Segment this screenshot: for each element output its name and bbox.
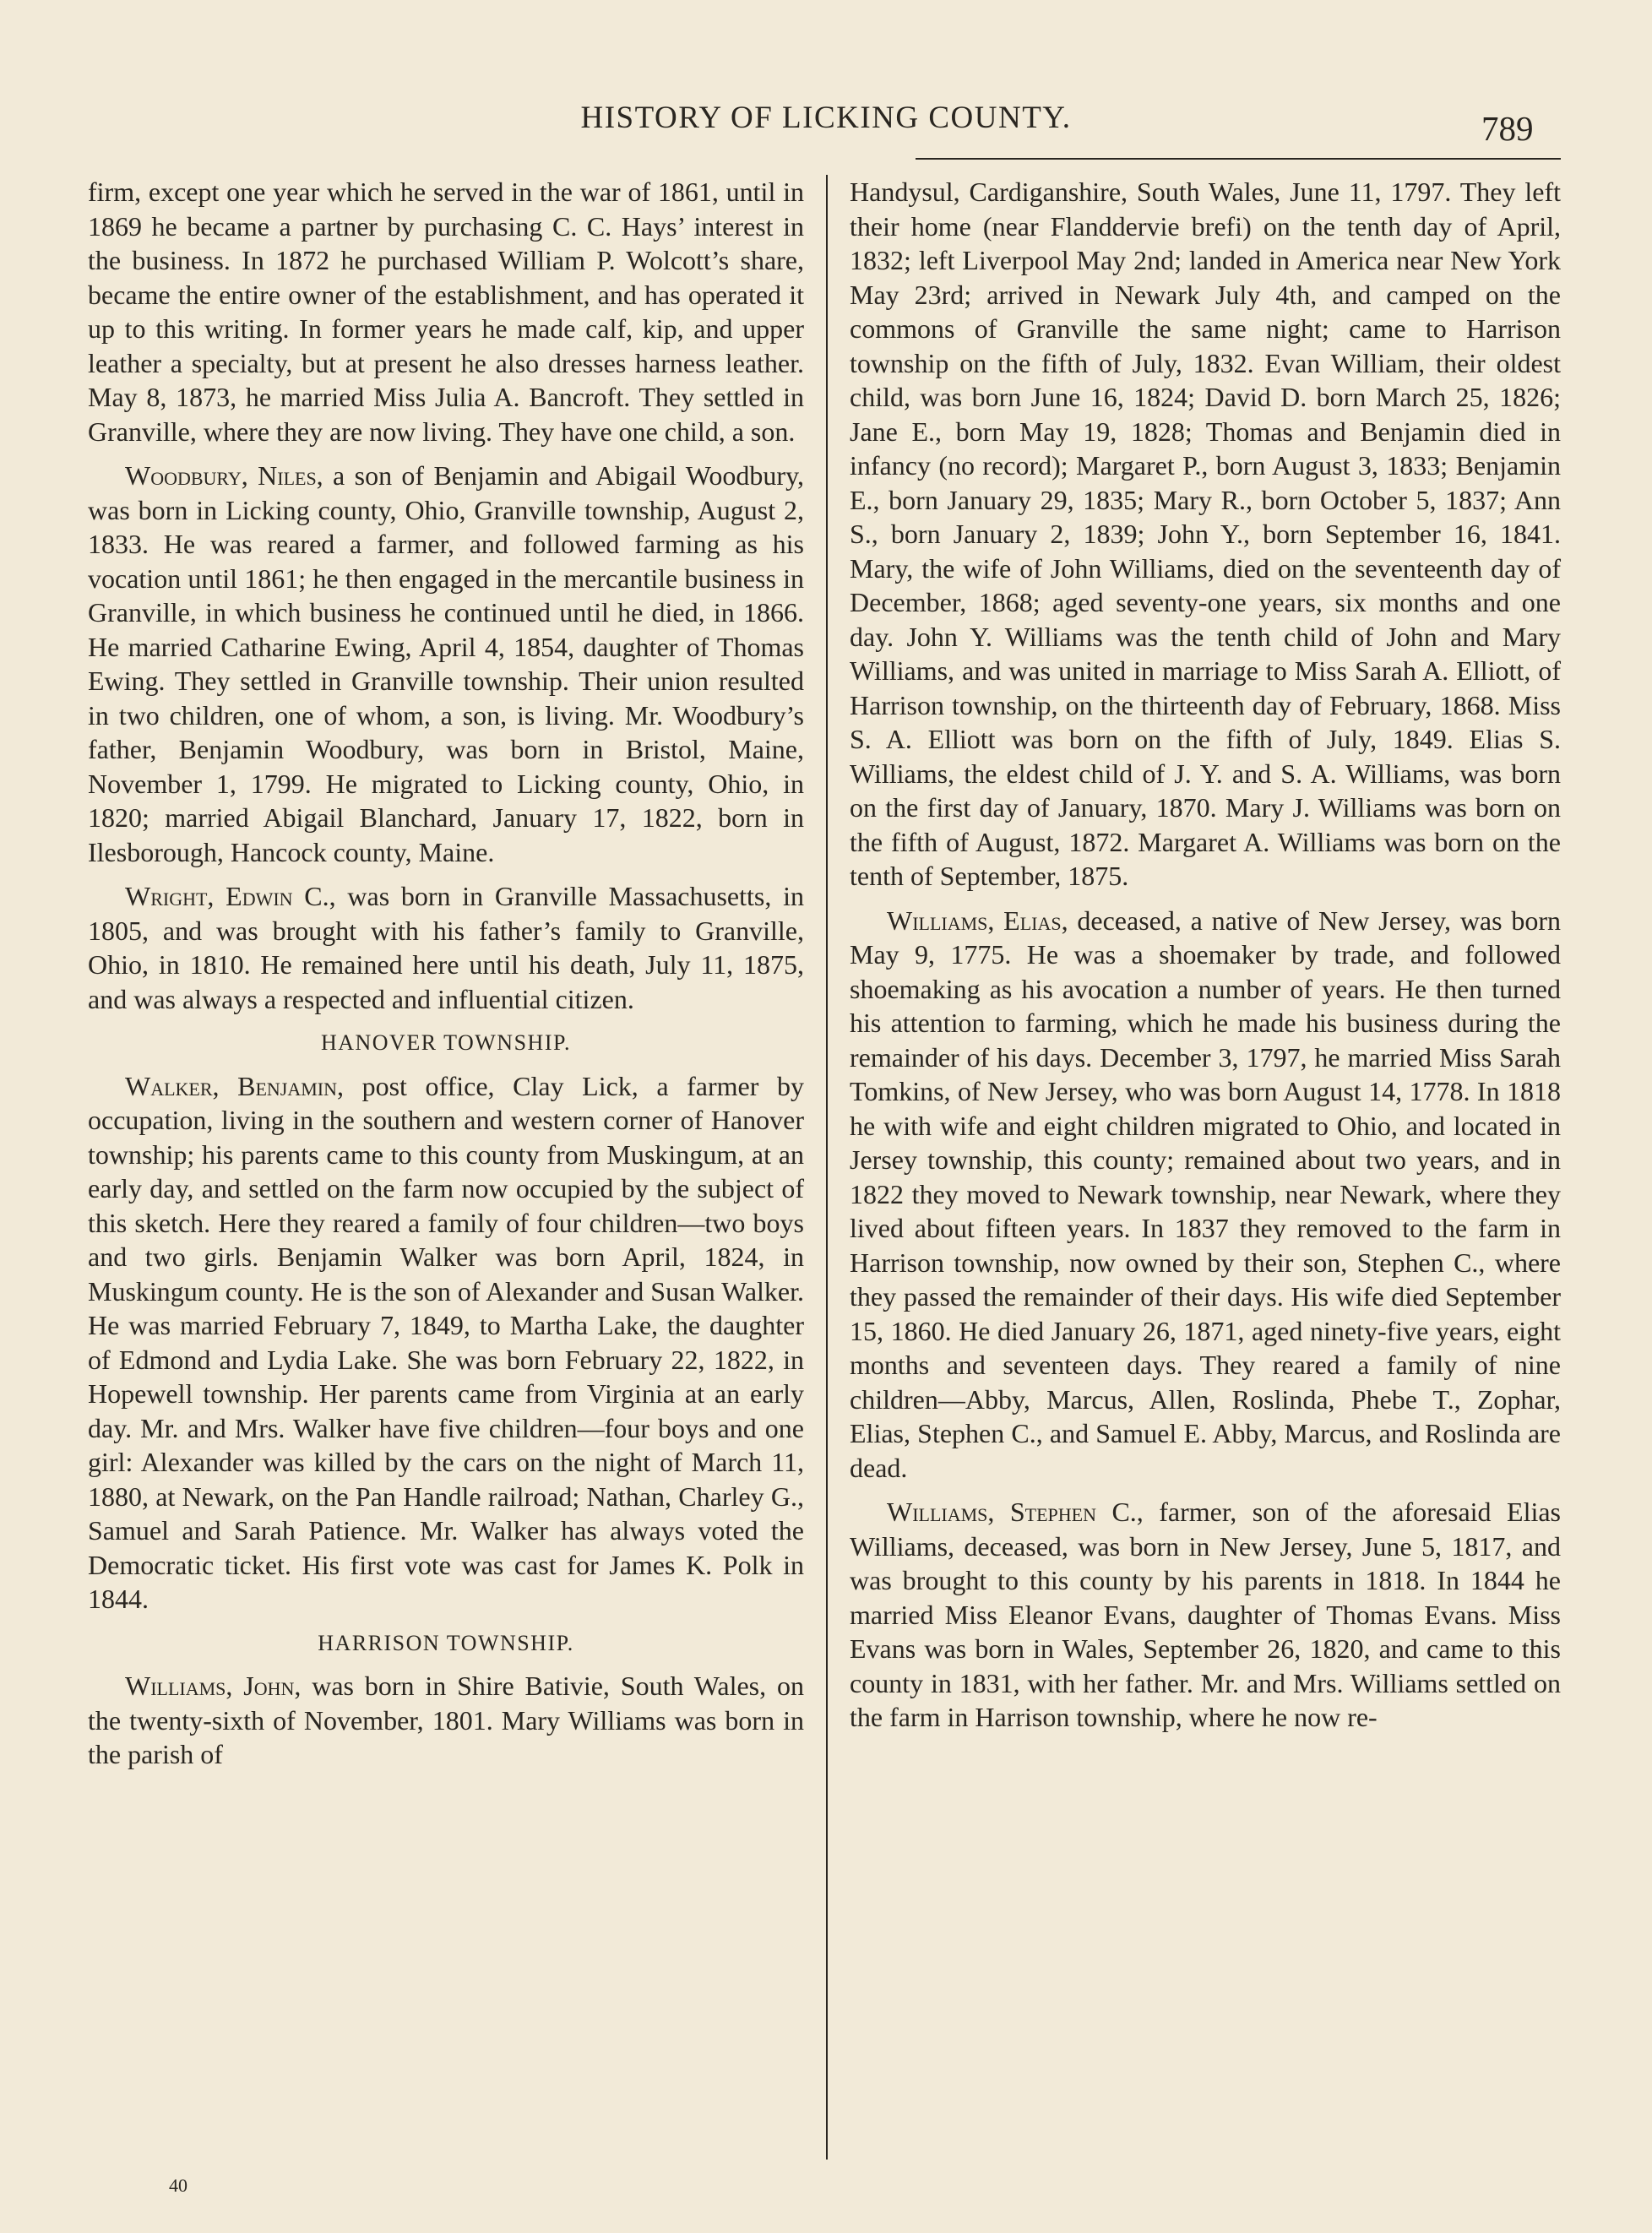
entry-name: Walker, Benjamin,: [125, 1070, 345, 1101]
page-number: 789: [1481, 109, 1534, 148]
column-divider: [826, 175, 828, 2160]
signature-mark: 40: [169, 2175, 187, 2196]
entry-text: a son of Benjamin and Abigail Woodbury, was born in Licking county, Ohio, Granville township, August 2, 1833. He was reared a farmer, and followed farming as his vocation until 1861; he then engaged in the mercantile business in Granville, in which business he continued until he died, in 1866. He married Catharine Ewing, April 4, 1854, daughter of Thomas Ewing. They settled in Granville township. Their union resulted in two children, one of whom, a son, is living. Mr. Woodbury’s father, Benjamin Woodbury, was born in Bristol, Maine, November 1, 1799. He migrated to Licking county, Ohio, in 1820; married Abigail Blanchard, January 17, 1822, born in Ilesborough, Hancock county, Maine.: [88, 460, 804, 867]
entry-text: post office, Clay Lick, a farmer by occupation, living in the southern and western corner of Hanover township; his parents came to this county from Muskingum, at an early day, and settled on the farm now occupied by the subject of this sketch. Here they reared a family of four children—two boys and two girls. Benjamin Walker was born April, 1824, in Muskingum county. He is the son of Alexander and Susan Walker. He was married February 7, 1849, to Martha Lake, the daughter of Edmond and Lydia Lake. She was born February 22, 1822, in Hopewell township. Her parents came from Virginia at an early day. Mr. and Mrs. Walker have five children—four boys and one girl: Alexander was killed by the cars on the night of March 11, 1880, at Newark, on the Pan Handle railroad; Nathan, Charley G., Samuel and Sarah Patience. Mr. Walker has always voted the Democratic ticket. His first vote was cast for James K. Polk in 1844.: [88, 1070, 804, 1614]
paragraph-continued: firm, except one year which he served in the war of 1861, until in 1869 he became a partner by purchasing C. C. Hays’ interest in the business. In 1872 he purchased William P. Wolcott’s share, became the entire owner of the establishment, and has operated it up to this writing. In former years he made calf, kip, and upper leather a specialty, but at present he also dresses harness leather. May 8, 1873, he married Miss Julia A. Bancroft. They settled in Granville, where they are now living. They have one child, a son.: [88, 177, 804, 447]
right-column: [850, 175, 1561, 1745]
entry-woodbury-niles: [88, 459, 804, 869]
section-heading-harrison: HARRISON TOWNSHIP.: [318, 1630, 574, 1655]
section-heading-hanover: HANOVER TOWNSHIP.: [320, 1030, 572, 1055]
entry-text: farmer, son of the aforesaid Elias Williams, deceased, was born in New Jersey, June 5, 1817, and was brought to this county by his parents in 1818. In 1844 he married Miss Eleanor Evans, daughter of Thomas Evans. Miss Evans was born in Wales, September 26, 1820, and came to this county in 1831, with her father. Mr. and Mrs. Williams settled on the farm in Harrison township, where he now re-: [850, 1497, 1562, 1732]
entry-wright-edwin: [88, 879, 804, 1016]
entry-williams-stephen: [850, 1495, 1561, 1735]
entry-name: Williams, Elias,: [887, 905, 1068, 936]
entry-text: was born in Granville Massachusetts, in 1805, and was brought with his father’s family to Granville, Ohio, in 1810. He remained here until his death, July 11, 1875, and was always a respected and influential citizen.: [88, 881, 804, 1014]
left-column: [88, 175, 804, 1782]
entry-name: Williams, John,: [125, 1671, 302, 1701]
entry-williams-elias: [850, 904, 1561, 1486]
running-title: HISTORY OF LICKING COUNTY.: [580, 101, 1072, 135]
entry-name: Wright, Edwin C.,: [125, 881, 336, 911]
entry-text: deceased, a native of New Jersey, was born May 9, 1775. He was a shoemaker by trade, and followed shoemaking as his avocation a number of years. He then turned his attention to farming, which he made his business during the remainder of his days. December 3, 1797, he married Miss Sarah Tomkins, of New Jersey, who was born August 14, 1778. In 1818 he with wife and eight children migrated to Ohio, and located in Jersey township, this county; remained about two years, and in 1822 they moved to Newark township, near Newark, where they lived about fifteen years. In 1837 they removed to the farm in Harrison township, now owned by their son, Stephen C., where they passed the remainder of their days. His wife died September 15, 1860. He died January 26, 1871, aged ninety-five years, eight months and seventeen days. They reared a family of nine children—Abby, Marcus, Allen, Roslinda, Phebe T., Zophar, Elias, Stephen C., and Samuel E. Abby, Marcus, and Roslinda are dead.: [850, 905, 1561, 1483]
entry-name: Woodbury, Niles,: [125, 460, 323, 491]
entry-williams-john: [88, 1669, 804, 1772]
entry-walker-benjamin: [88, 1069, 804, 1616]
header-rule: [916, 158, 1561, 160]
entry-text: was born in Shire Bativie, South Wales, on the twenty-sixth of November, 1801. Mary Williams was born in the parish of: [88, 1671, 804, 1769]
paragraph-continued: Handysul, Cardiganshire, South Wales, June 11, 1797. They left their home (near Flanddervie brefi) on the tenth day of April, 1832; left Liverpool May 2nd; landed in America near New York May 23rd; arrived in Newark July 4th, and camped on the commons of Granville the same night; came to Harrison township on the fifth of July, 1832. Evan William, their oldest child, was born June 16, 1824; David D. born March 25, 1826; Jane E., born May 19, 1828; Thomas and Benjamin died in infancy (no record); Margaret P., born August 3, 1833; Benjamin E., born January 29, 1835; Mary R., born October 5, 1837; Ann S., born January 2, 1839; John Y., born September 16, 1841. Mary, the wife of John Williams, died on the seventeenth day of December, 1868; aged seventy-one years, six months and one day. John Y. Williams was the tenth child of John and Mary Williams, and was united in marriage to Miss Sarah A. Elliott, of Harrison township, on the thirteenth day of February, 1868. Miss S. A. Elliott was born on the fifth of July, 1849. Elias S. Williams, the eldest child of J. Y. and S. A. Williams, was born on the first day of January, 1870. Mary J. Williams was born on the fifth of August, 1872. Margaret A. Williams was born on the tenth of September, 1875.: [850, 177, 1561, 891]
entry-name: Williams, Stephen C.,: [887, 1497, 1144, 1527]
